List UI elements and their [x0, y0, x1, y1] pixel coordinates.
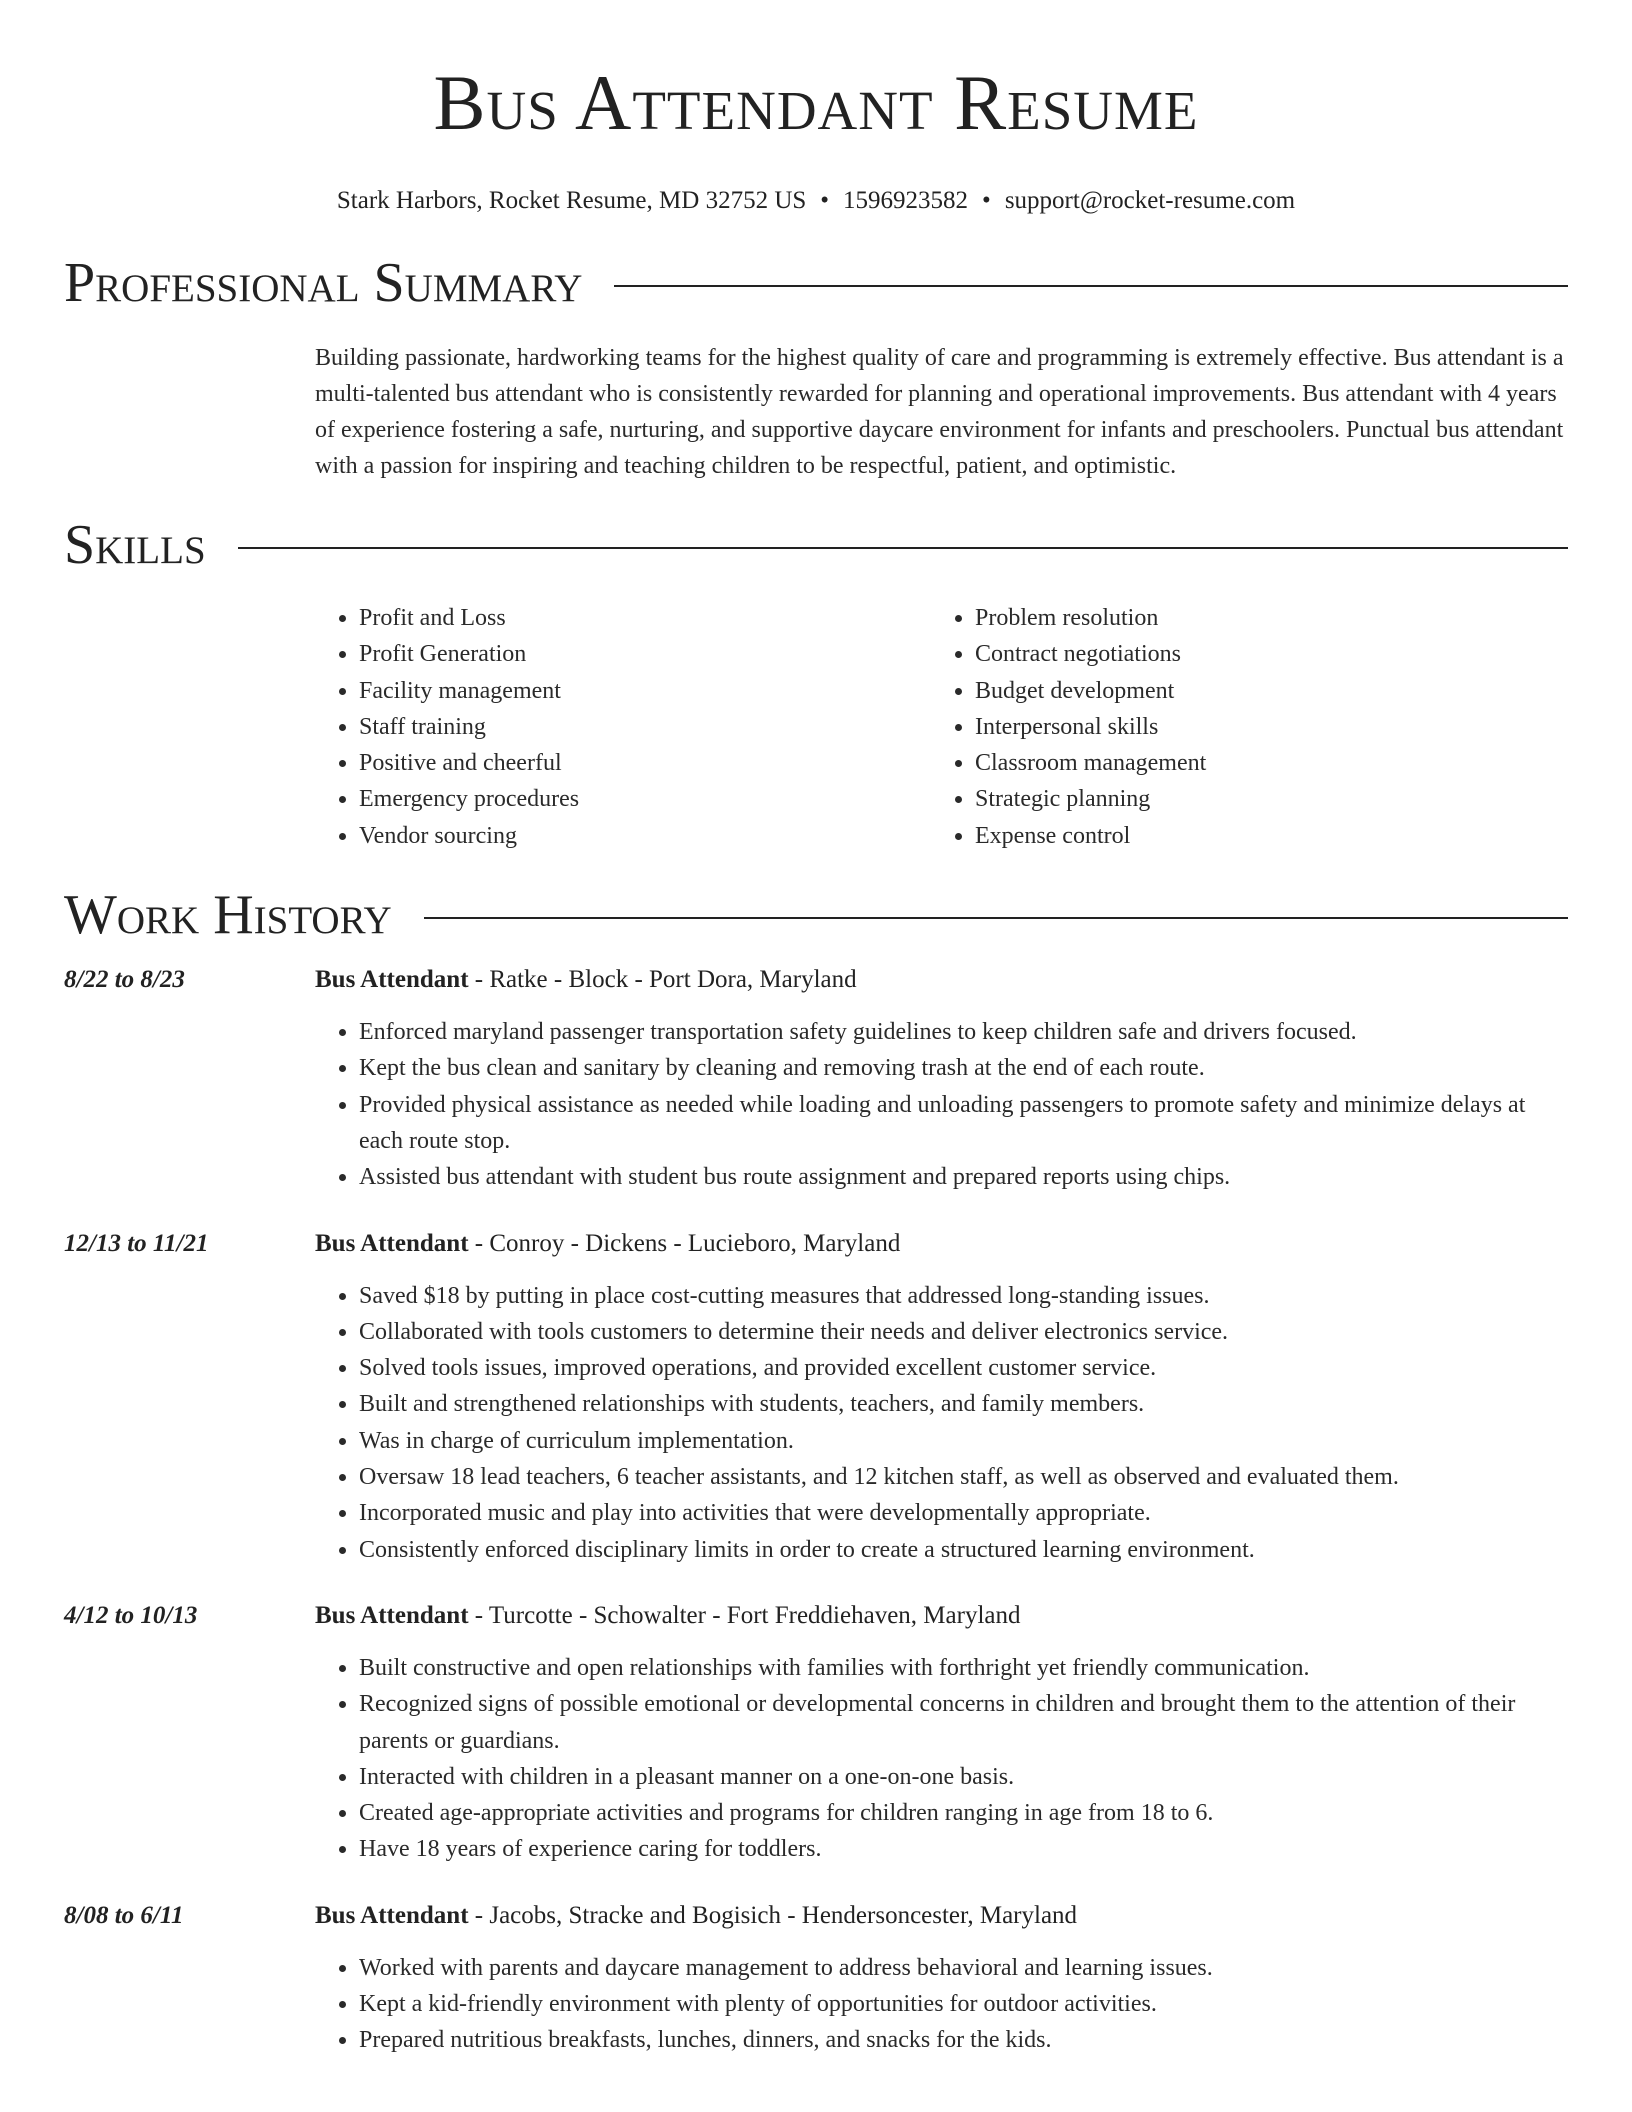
job-role: Bus Attendant [315, 1229, 469, 1257]
job-bullet: • Recognized signs of possible emotional or developmental concerns in children and brought them to the attention of their parents or guardians. [359, 1686, 1568, 1759]
skill-item: • Staff training [359, 709, 931, 745]
job-heading [315, 1898, 1568, 1934]
contact-separator: • [982, 187, 991, 214]
job-bullet: • Was in charge of curriculum implementation. [359, 1423, 1568, 1459]
job-employer: - Turcotte - Schowalter - Fort Freddiehaven, Maryland [468, 1601, 1021, 1629]
skill-item: • Expense control [975, 818, 1547, 854]
job-body [315, 962, 1568, 1195]
section-divider [614, 285, 1568, 287]
job-heading [315, 962, 1568, 998]
job-bullet: • Built constructive and open relationships with families with forthright yet friendly communication. [359, 1650, 1568, 1686]
contact-email: support@rocket-resume.com [1004, 187, 1296, 214]
skills-column-left [315, 600, 931, 854]
work-section-title: Work History [64, 884, 392, 947]
job-role: Bus Attendant [315, 1901, 469, 1929]
skills-list [315, 600, 1568, 854]
contact-address: Stark Harbors, Rocket Resume, MD 32752 US [336, 187, 807, 214]
job-employer: - Jacobs, Stracke and Bogisich - Hendersoncester, Maryland [468, 1901, 1078, 1929]
job-bullets [315, 1650, 1568, 1868]
job-bullet: • Interacted with children in a pleasant manner on a one-on-one basis. [359, 1759, 1568, 1795]
job-role: Bus Attendant [315, 966, 469, 994]
job-dates: 4/12 to 10/13 [64, 1601, 198, 1629]
job-bullet: • Consistently enforced disciplinary limits in order to create a structured learning environment. [359, 1532, 1568, 1568]
summary-section-header [64, 250, 1568, 316]
job-bullet: • Kept the bus clean and sanitary by cleaning and removing trash at the end of each route. [359, 1050, 1568, 1086]
job-bullets [315, 1014, 1568, 1195]
skill-item: • Contract negotiations [975, 636, 1547, 672]
job-bullets [315, 1278, 1568, 1568]
job-body [315, 1226, 1568, 1568]
job-dates: 12/13 to 11/21 [64, 1229, 209, 1257]
skill-item: • Emergency procedures [359, 781, 931, 817]
job-bullet: • Enforced maryland passenger transportation safety guidelines to keep children safe and drivers focused. [359, 1014, 1568, 1050]
job-heading [315, 1598, 1568, 1634]
skills-section-header [64, 512, 1568, 578]
job-bullet: • Kept a kid-friendly environment with plenty of opportunities for outdoor activities. [359, 1986, 1568, 2022]
job-bullet: • Created age-appropriate activities and programs for children ranging in age from 18 to 6. [359, 1795, 1568, 1831]
job-bullet: • Saved $18 by putting in place cost-cutting measures that addressed long-standing issues. [359, 1278, 1568, 1314]
job-heading [315, 1226, 1568, 1262]
job-bullet: • Assisted bus attendant with student bus route assignment and prepared reports using chips. [359, 1159, 1568, 1195]
skill-item: • Classroom management [975, 745, 1547, 781]
job-dates: 8/22 to 8/23 [64, 966, 185, 994]
skill-item: • Strategic planning [975, 781, 1547, 817]
job-bullet: • Provided physical assistance as needed while loading and unloading passengers to promote safety and minimize delays at each route stop. [359, 1087, 1568, 1160]
summary-text: Building passionate, hardworking teams for the highest quality of care and programming is extremely effective. Bus attendant is a multi-talented bus attendant who is consistently rewarded for planning and operational improvements. Bus attendant with 4 years of experience fostering a safe, nurturing, and supportive daycare environment for infants and preschoolers. Punctual bus attendant with a passion for inspiring and teaching children to be respectful, patient, and optimistic. [315, 345, 1564, 479]
skill-item: • Profit and Loss [359, 600, 931, 636]
contact-phone: 1596923582 [843, 187, 969, 214]
job-bullet: • Have 18 years of experience caring for toddlers. [359, 1831, 1568, 1867]
job-body [315, 1898, 1568, 2059]
job-role: Bus Attendant [315, 1601, 469, 1629]
skills-column-right [931, 600, 1547, 854]
skill-item: • Profit Generation [359, 636, 931, 672]
job-bullets [315, 1950, 1568, 2059]
job-bullet: • Solved tools issues, improved operations, and provided excellent customer service. [359, 1350, 1568, 1386]
job-bullet: • Oversaw 18 lead teachers, 6 teacher assistants, and 12 kitchen staff, as well as observed and evaluated them. [359, 1459, 1568, 1495]
job-employer: - Ratke - Block - Port Dora, Maryland [468, 966, 857, 994]
job-body [315, 1598, 1568, 1868]
skill-item: • Interpersonal skills [975, 709, 1547, 745]
skill-item: • Vendor sourcing [359, 818, 931, 854]
skills-section-title: Skills [64, 514, 206, 576]
job-employer: - Conroy - Dickens - Lucieboro, Maryland [468, 1229, 901, 1257]
summary-section-title: Professional Summary [64, 252, 583, 314]
work-section-header [64, 882, 1568, 948]
contact-line [64, 186, 1568, 216]
job-entry [64, 1598, 1568, 1868]
job-dates: 8/08 to 6/11 [64, 1901, 184, 1929]
job-bullet: • Worked with parents and daycare management to address behavioral and learning issues. [359, 1950, 1568, 1986]
section-divider [424, 917, 1568, 919]
skill-item: • Positive and cheerful [359, 745, 931, 781]
job-bullet: • Built and strengthened relationships with students, teachers, and family members. [359, 1386, 1568, 1422]
job-bullet: • Collaborated with tools customers to determine their needs and deliver electronics service. [359, 1314, 1568, 1350]
skill-item: • Problem resolution [975, 600, 1547, 636]
skill-item: • Budget development [975, 673, 1547, 709]
skill-item: • Facility management [359, 673, 931, 709]
job-entry [64, 1898, 1568, 2059]
section-divider [238, 547, 1568, 549]
job-entry [64, 962, 1568, 1195]
job-entry [64, 1226, 1568, 1568]
contact-separator: • [820, 187, 830, 214]
job-bullet: • Prepared nutritious breakfasts, lunches, dinners, and snacks for the kids. [359, 2022, 1568, 2058]
job-bullet: • Incorporated music and play into activities that were developmentally appropriate. [359, 1495, 1568, 1531]
resume-title: Bus Attendant Resume [433, 59, 1199, 146]
